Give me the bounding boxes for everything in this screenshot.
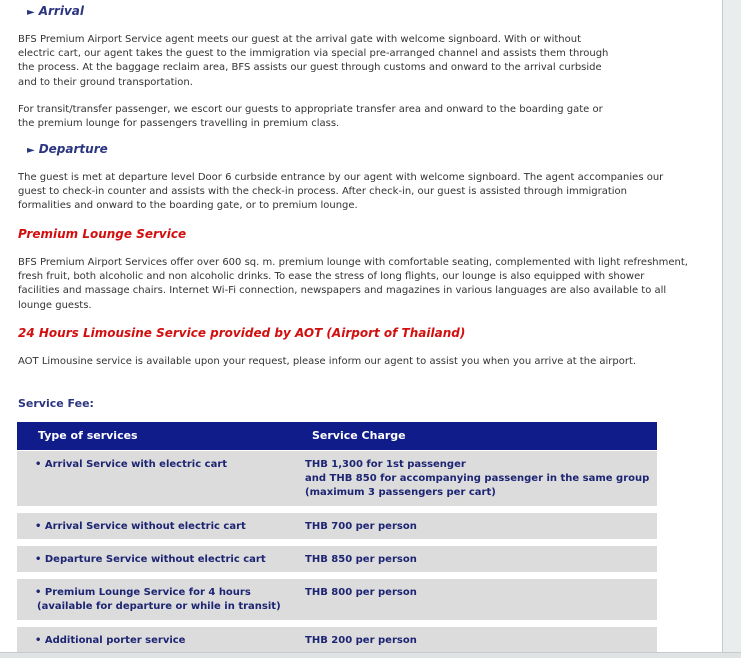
limousine-paragraph: AOT Limousine service is available upon your request, please inform our agent to assist you when you arrive at the airport. (18, 356, 637, 367)
vertical-scrollbar[interactable] (722, 0, 741, 652)
limousine-heading: 24 Hours Limousine Service provided by AOT (Airport of Thailand) (18, 326, 466, 340)
departure-paragraph: The guest is met at departure level Door 6 curbside entrance by our agent with welcome signboard. The agent accompanies our guest to check-in counter and assists with the check-in process. After check-in, our guest is assisted through immigration formalities and onward to the boarding gate, or to premium lounge. (18, 172, 664, 212)
service-fee-title: Service Fee: (18, 397, 94, 410)
arrival-paragraph-1: BFS Premium Airport Service agent meets our guest at the arrival gate with welcome signboard. With or without electric cart, our agent takes the guest to the immigration via special pre-arranged channel and assists them through the process. At the baggage reclaim area, BFS assists our guest through customs and onward to the arrival curbside and to their ground transportation. (18, 34, 609, 88)
fee-table-header (17, 422, 657, 450)
horizontal-scrollbar[interactable] (0, 652, 741, 658)
lounge-heading: Premium Lounge Service (18, 227, 187, 241)
table-row (17, 579, 657, 620)
table-row (17, 513, 657, 539)
row-service: • Premium Lounge Service for 4 hours (available for departure or while in transit) (35, 587, 281, 612)
arrival-heading: ► Arrival (27, 4, 84, 18)
row-charge: THB 700 per person (305, 521, 417, 532)
row-charge: THB 800 per person (305, 587, 417, 598)
table-row (17, 546, 657, 572)
row-service: • Arrival Service with electric cart (35, 459, 228, 470)
lounge-paragraph: BFS Premium Airport Services offer over 600 sq. m. premium lounge with comfortable seating, complemented with light refreshment, fresh fruit, both alcoholic and non alcoholic drinks. To ease the stress of long flights, our lounge is also equipped with shower facilities and massage chairs. Internet Wi-Fi connection, newspapers and magazines in various languages are also available to all lounge guests. (18, 257, 688, 311)
table-row (17, 451, 657, 506)
departure-heading: ► Departure (27, 142, 108, 156)
row-service: • Arrival Service without electric cart (35, 521, 246, 532)
arrival-paragraph-2: For transit/transfer passenger, we escort our guests to appropriate transfer area and onward to the boarding gate or the premium lounge for passengers travelling in premium class. (18, 104, 603, 130)
triangle-right-icon: ► (27, 7, 35, 18)
row-service: • Departure Service without electric cart (35, 554, 266, 565)
table-row (17, 627, 657, 652)
row-charge: THB 850 per person (305, 554, 417, 565)
column-header-charge: Service Charge (312, 429, 406, 442)
row-charge: THB 200 per person (305, 635, 417, 646)
row-service: • Additional porter service (35, 635, 186, 646)
column-header-service: Type of services (38, 429, 138, 442)
row-charge: THB 1,300 for 1st passenger and THB 850 for accompanying passenger in the same group (maximum 3 passengers per cart) (305, 459, 650, 498)
triangle-right-icon: ► (27, 145, 35, 156)
